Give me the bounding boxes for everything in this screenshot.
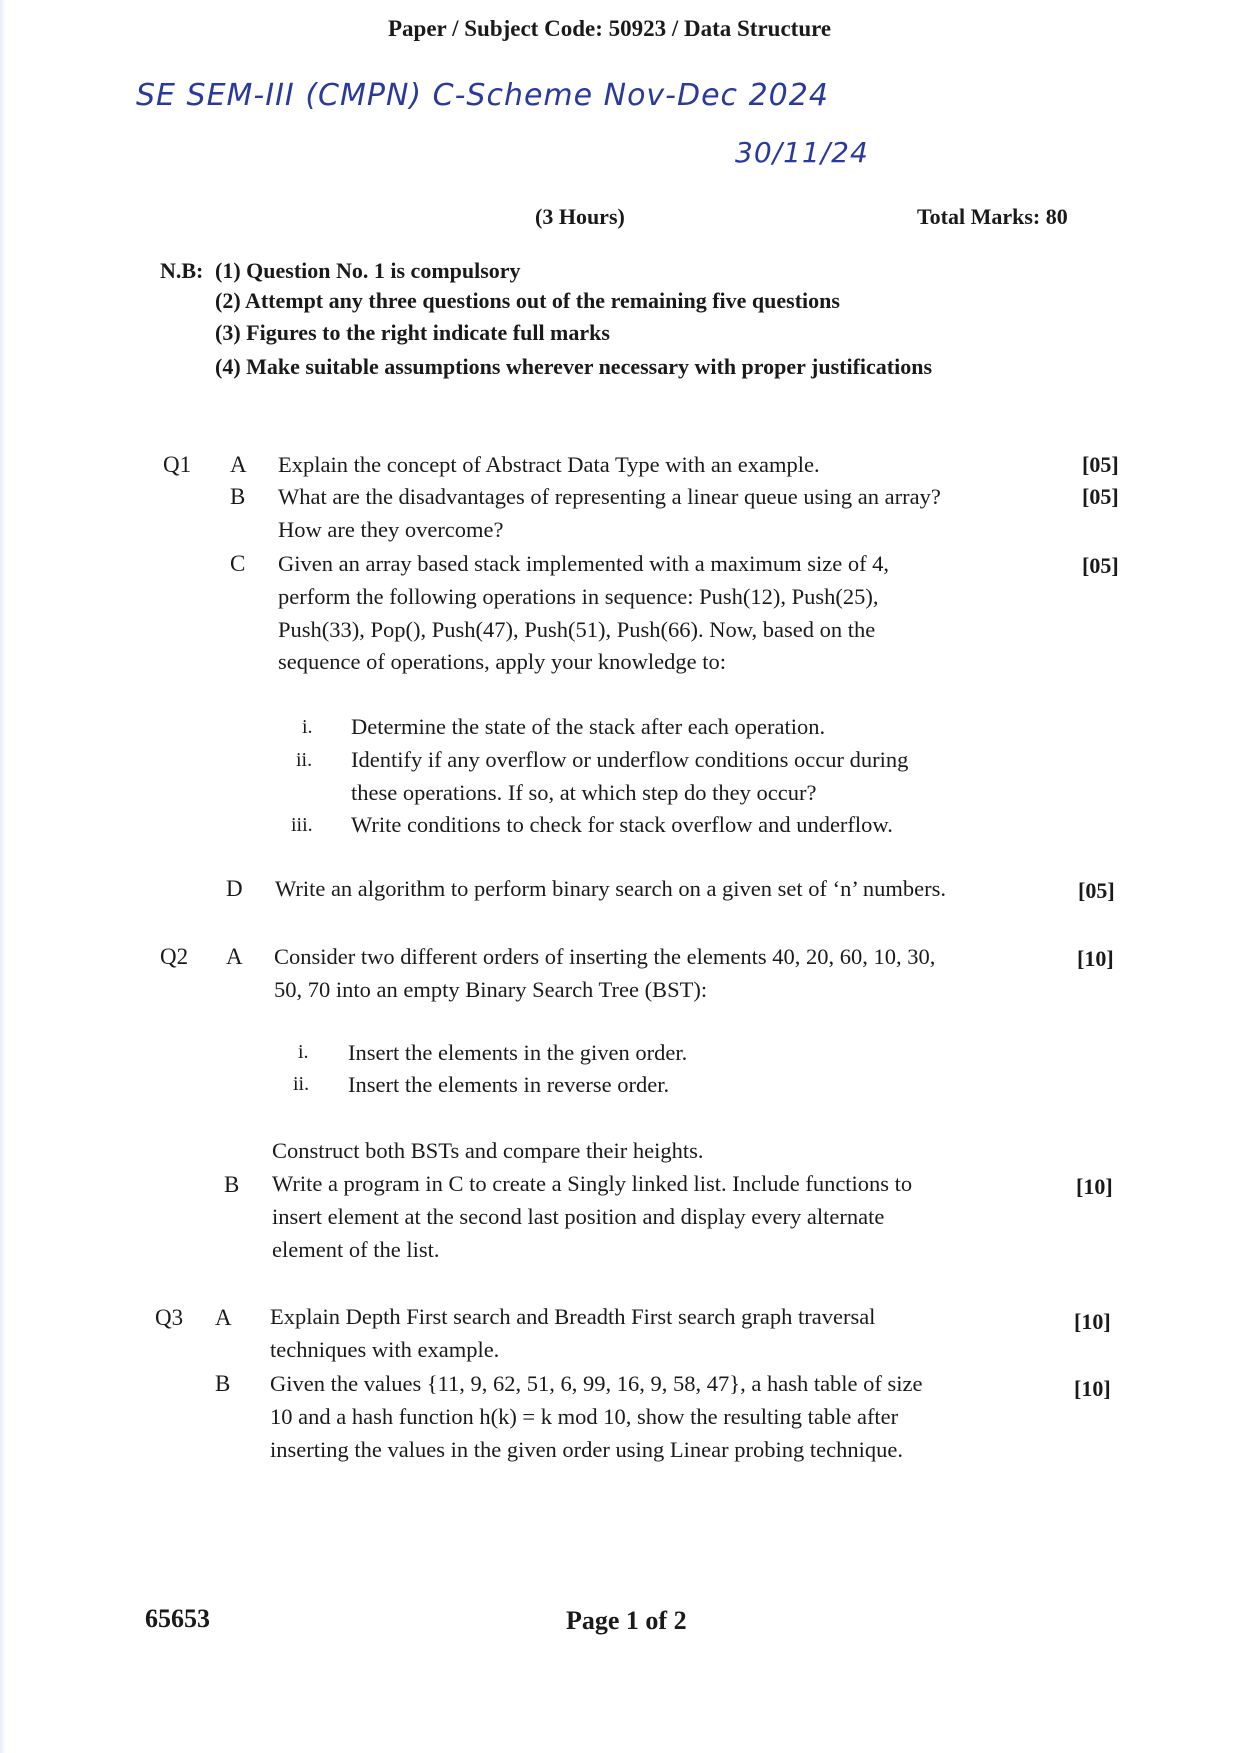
q2a-after-text: Construct both BSTs and compare their heights.: [272, 1138, 704, 1163]
q3b-text-line3: inserting the values in the given order using Linear probing technique.: [270, 1437, 903, 1462]
total-marks: Total Marks: 80: [917, 204, 1068, 229]
q1b-text-line1: What are the disadvantages of representing a linear queue using an array?: [278, 484, 941, 509]
footer-code: 65653: [145, 1604, 210, 1633]
nb-prefix: N.B:: [160, 258, 204, 283]
q3b-text-line2: 10 and a hash function h(k) = k mod 10, show the resulting table after: [270, 1404, 899, 1429]
q3a-label: A: [215, 1305, 232, 1330]
q1c-label: C: [230, 551, 246, 576]
q1c-sub-ii-text-line1: Identify if any overflow or underflow conditions occur during: [351, 747, 909, 772]
q1b-label: B: [230, 484, 246, 509]
q3-number: Q3: [155, 1305, 184, 1330]
instruction-3: (3) Figures to the right indicate full marks: [215, 320, 610, 345]
q2a-text-line1: Consider two different orders of inserting the elements 40, 20, 60, 10, 30,: [274, 944, 936, 969]
q2a-sub-ii-num: ii.: [293, 1073, 310, 1095]
q3a-text-line2: techniques with example.: [270, 1337, 500, 1362]
q1c-sub-iii-num: iii.: [291, 814, 313, 836]
q2b-label: B: [224, 1172, 240, 1197]
scan-edge: [0, 0, 6, 1753]
q2-number: Q2: [160, 944, 189, 969]
q1d-text: Write an algorithm to perform binary search on a given set of ‘n’ numbers.: [275, 876, 946, 901]
q2a-marks: [10]: [1077, 946, 1114, 971]
q3a-text-line1: Explain Depth First search and Breadth First search graph traversal: [270, 1304, 876, 1329]
handwritten-date: 30/11/24: [735, 136, 869, 169]
q2b-marks: [10]: [1076, 1174, 1113, 1199]
q1c-text-line1: Given an array based stack implemented with a maximum size of 4,: [278, 551, 890, 576]
q3b-text-line1: Given the values {11, 9, 62, 51, 6, 99, 16, 9, 58, 47}, a hash table of size: [270, 1371, 923, 1396]
q2a-sub-ii-text: Insert the elements in reverse order.: [348, 1072, 670, 1097]
q2b-text-line1: Write a program in C to create a Singly linked list. Include functions to: [272, 1171, 913, 1196]
q1b-marks: [05]: [1082, 484, 1119, 509]
instruction-2: (2) Attempt any three questions out of the remaining five questions: [215, 288, 840, 313]
q1d-marks: [05]: [1078, 878, 1115, 903]
q3b-marks: [10]: [1074, 1376, 1111, 1401]
instruction-4: (4) Make suitable assumptions wherever necessary with proper justifications: [215, 354, 933, 379]
paper-title: Paper / Subject Code: 50923 / Data Structure: [388, 16, 832, 41]
q1a-label: A: [230, 452, 247, 477]
q2a-sub-i-text: Insert the elements in the given order.: [348, 1040, 688, 1065]
handwritten-annotation: SE SEM-III (CMPN) C-Scheme Nov-Dec 2024: [136, 78, 829, 113]
q1b-text-line2: How are they overcome?: [278, 517, 504, 542]
q2a-text-line2: 50, 70 into an empty Binary Search Tree (BST):: [274, 977, 708, 1002]
exam-duration: (3 Hours): [535, 204, 625, 229]
instruction-1: (1) Question No. 1 is compulsory: [215, 258, 521, 283]
q1c-text-line4: sequence of operations, apply your knowledge to:: [278, 649, 727, 674]
q1c-text-line2: perform the following operations in sequence: Push(12), Push(25),: [278, 584, 879, 609]
q1c-sub-ii-num: ii.: [296, 749, 313, 771]
q3b-label: B: [215, 1371, 231, 1396]
q1c-marks: [05]: [1082, 553, 1119, 578]
q1c-text-line3: Push(33), Pop(), Push(47), Push(51), Push(66). Now, based on the: [278, 617, 876, 642]
q3a-marks: [10]: [1074, 1309, 1111, 1334]
q1d-label: D: [226, 876, 243, 901]
q2b-text-line2: insert element at the second last position and display every alternate: [272, 1204, 885, 1229]
q1c-sub-i-num: i.: [302, 716, 313, 738]
q1c-sub-iii-text: Write conditions to check for stack overflow and underflow.: [351, 812, 893, 837]
page-number: Page 1 of 2: [566, 1606, 687, 1635]
q1c-sub-ii-text-line2: these operations. If so, at which step do they occur?: [351, 780, 817, 805]
q2b-text-line3: element of the list.: [272, 1237, 440, 1262]
q1-number: Q1: [163, 452, 192, 477]
q2a-sub-i-num: i.: [298, 1041, 309, 1063]
q1c-sub-i-text: Determine the state of the stack after each operation.: [351, 714, 826, 739]
q2a-label: A: [226, 944, 243, 969]
q1a-text: Explain the concept of Abstract Data Type with an example.: [278, 452, 820, 477]
q1a-marks: [05]: [1082, 452, 1119, 477]
